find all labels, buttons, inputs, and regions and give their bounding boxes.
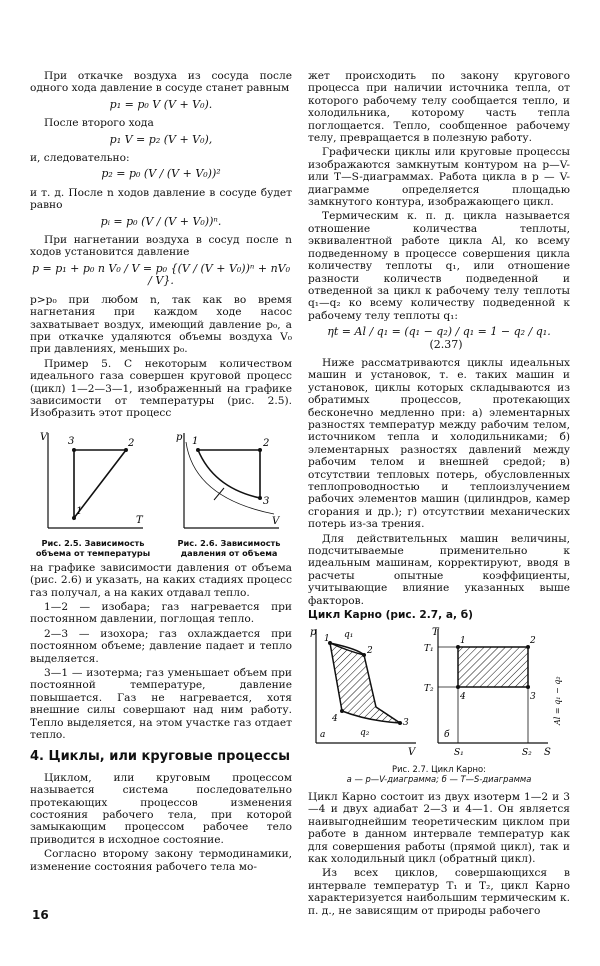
point-1-label: 1	[460, 636, 466, 647]
formula-p1v: p₁ V = p₂ (V + V₀),	[109, 132, 213, 146]
point-2-label: 2	[530, 636, 536, 647]
heat-in-label: q₁	[344, 630, 354, 641]
point-3-label: 3	[263, 495, 270, 507]
figures-2-5-2-6	[30, 428, 292, 558]
figure-2-7-graph	[308, 625, 570, 760]
paragraph: 2—3 — изохора; газ охлаждается при постоянном объеме; давление падает и тепло выделяется.	[30, 627, 292, 665]
diagram-b-label: б	[444, 730, 450, 741]
figure-2-7	[308, 625, 570, 784]
heat-out-label: q₂	[360, 728, 370, 739]
paragraph: p>p₀ при любом n, так как во время нагнетания при каждом ходе насос захватывает воздух, имеющий давление p₀, а при откачке удаляются объемы воздуха V₀ при давлениях, меньших p₀.	[30, 293, 292, 356]
axis-label-v: V	[408, 747, 416, 759]
axis-label-s: S	[544, 747, 551, 759]
point-3-label: 3	[403, 718, 409, 729]
paragraph: Графически циклы или круговые процессы изображаются замкнутым контуром на p—V- или T—S-диаграммах. Работа цикла в p — V-диаграмме определяется площадью замкнутого контура, изображающего цикл.	[308, 146, 570, 209]
point-3-label: 3	[68, 435, 75, 447]
paragraph: Цикл Карно состоит из двух изотерм 1—2 и 3—4 и двух адиабат 2—3 и 4—1. Он является наивыгоднейшим теоретическим циклом при работе в данном интервале температур как для совершения работы (прямой цикл), так и как холодильный цикл (обратный цикл).	[308, 790, 570, 865]
carnot-title: Цикл Карно (рис. 2.7, а, б)	[308, 609, 473, 622]
point-3-label: 3	[530, 692, 536, 703]
point-1-label: 1	[192, 435, 199, 447]
t2-label: T₂	[424, 684, 434, 695]
axis-label-p: p	[310, 627, 317, 639]
axis-label-p: p	[176, 431, 183, 443]
paragraph: и, следовательно:	[30, 152, 130, 165]
point-1-label: 1	[76, 505, 83, 517]
caption-2-7-sub: а — p—V-диаграмма; б — T—S-диаграмма	[346, 774, 532, 785]
figure-2-6-graph	[174, 428, 284, 538]
formula-p2: p₂ = p₀ (V / (V + V₀))²	[101, 167, 221, 181]
paragraph: Пример 5. С некоторым количеством идеального газа совершен круговой процесс (цикл) 1—2—3—1, изображенный на графике зависимости от температуры (рис. 2.5). Изобразить этот процесс	[30, 357, 292, 420]
paragraph: на графике зависимости давления от объема (рис. 2.6) и указать, на каких стадиях процесс газ получал, а на каких отдавал тепло.	[30, 561, 292, 599]
paragraph: При нагнетании воздуха в сосуд после n ходов установится давление	[30, 234, 292, 259]
axis-label-v: V	[40, 431, 48, 443]
paragraph: При откачке воздуха из сосуда после одного хода давление в сосуде станет равным	[30, 70, 292, 95]
point-4-label: 4	[332, 714, 338, 725]
paragraph: Из всех циклов, совершающихся в интервале температур T₁ и T₂, цикл Карно характеризуется наибольшим термическим к. п. д., не зависящим от природы рабочего	[308, 867, 570, 917]
axis-label-v: V	[272, 515, 280, 527]
point-2-label: 2	[367, 646, 373, 657]
diagram-a-label: a	[320, 730, 326, 741]
axis-label-t: T	[136, 514, 143, 526]
axis-label-t: T	[432, 627, 439, 639]
caption-2-7: Рис. 2.7. Цикл Карно:	[392, 763, 486, 774]
paragraph: 3—1 — изотерма; газ уменьшает объем при постоянной температуре, давление повышается. Газ не нагревается, хотя внешние силы совершают над ним работу. Тепло выделяется, на этом участке газ отдает тепло.	[30, 667, 292, 742]
formula-number: (2.37)	[429, 337, 463, 351]
work-label: Al = q₁ − q₂	[553, 676, 562, 726]
paragraph: Согласно второму закону термодинамики, изменение состояния рабочего тела мо-	[30, 848, 292, 873]
paragraph: жет происходить по закону кругового процесса при наличии источника тепла, от которого рабочему телу сообщается тепло, и холодильника, которому часть тепла поглощается. Тепло, сообщенное рабочему телу, превращается в полезную работу.	[308, 70, 570, 145]
formula-p1: p₁ = p₀ V (V + V₀).	[109, 97, 213, 111]
section-heading: 4. Циклы, или круговые процессы	[30, 749, 290, 765]
paragraph: Ниже рассматриваются циклы идеальных машин и установок, т. е. таких машин и установок, циклы которых складываются из обратимых процессов, протекающих бесконечно медленно при: а) элементарных разностях температур между рабочим телом, источником тепла и холодильниками; б) элементарных разностях давлений между рабочим телом и внешней средой; в) отсутствии тепловых потерь, обусловленных теплопроводностью и теплоизлучением рабочих элементов машин (цилиндров, камер сгорания и др.); г) отсутствии механических потерь из-за трения.	[308, 356, 570, 531]
paragraph: Циклом, или круговым процессом называется система последовательно протекающих процессов изменения состояния рабочего тела, при которой замыкающим процессом рабочее тело приводится в исходное состояние.	[30, 771, 292, 846]
formula-pi: pᵢ = p₀ (V / (V + V₀))ⁿ.	[100, 214, 222, 228]
paragraph: и т. д. После n ходов давление в сосуде будет равно	[30, 186, 292, 212]
s2-label: S₂	[522, 748, 532, 759]
paragraph: 1—2 — изобара; газ нагревается при постоянном давлении, поглощая тепло.	[30, 600, 292, 626]
paragraph: Термическим к. п. д. цикла называется отношение количества теплоты, эквивалентной работе цикла Al, ко всему подведенному в процессе совершения цикла количеству теплоты q₁, или отношение разности количеств подведенной и отведенной за цикл к рабочему телу теплоты q₁—q₂ ко всему количеству подведенной к рабочему телу теплоты q₁:	[308, 210, 570, 322]
point-1-label: 1	[324, 634, 330, 645]
paragraph: Для действительных машин величины, подсчитываемые применительно к идеальным машинам, корректируют, вводя в расчеты опытные коэффициенты, учитывающие влияние указанных выше факторов.	[308, 532, 570, 607]
formula-efficiency-body: ηt = Al / q₁ = (q₁ − q₂) / q₁ = 1 − q₂ / q₁.	[327, 325, 551, 339]
caption-2-5: Рис. 2.5. Зависимость объема от температуры	[35, 537, 151, 558]
figure-2-6	[166, 428, 292, 558]
point-4-label: 4	[460, 692, 466, 703]
paragraph: После второго хода	[44, 117, 154, 130]
figure-2-5	[30, 428, 156, 558]
formula-p: p = p₁ + p₀ n V₀ / V = p₀ {(V / (V + V₀))ⁿ + nV₀ / V}.	[31, 261, 291, 288]
t1-label: T₁	[424, 644, 434, 655]
left-column	[30, 70, 292, 875]
caption-2-6: Рис. 2.6. Зависимость давления от объема	[177, 537, 281, 558]
point-2-label: 2	[263, 437, 270, 449]
figure-2-5-graph	[38, 428, 148, 538]
s1-label: S₁	[454, 748, 464, 759]
formula-efficiency	[308, 326, 570, 351]
right-column	[308, 70, 570, 919]
page-number: 16	[32, 908, 49, 922]
point-2-label: 2	[128, 437, 135, 449]
